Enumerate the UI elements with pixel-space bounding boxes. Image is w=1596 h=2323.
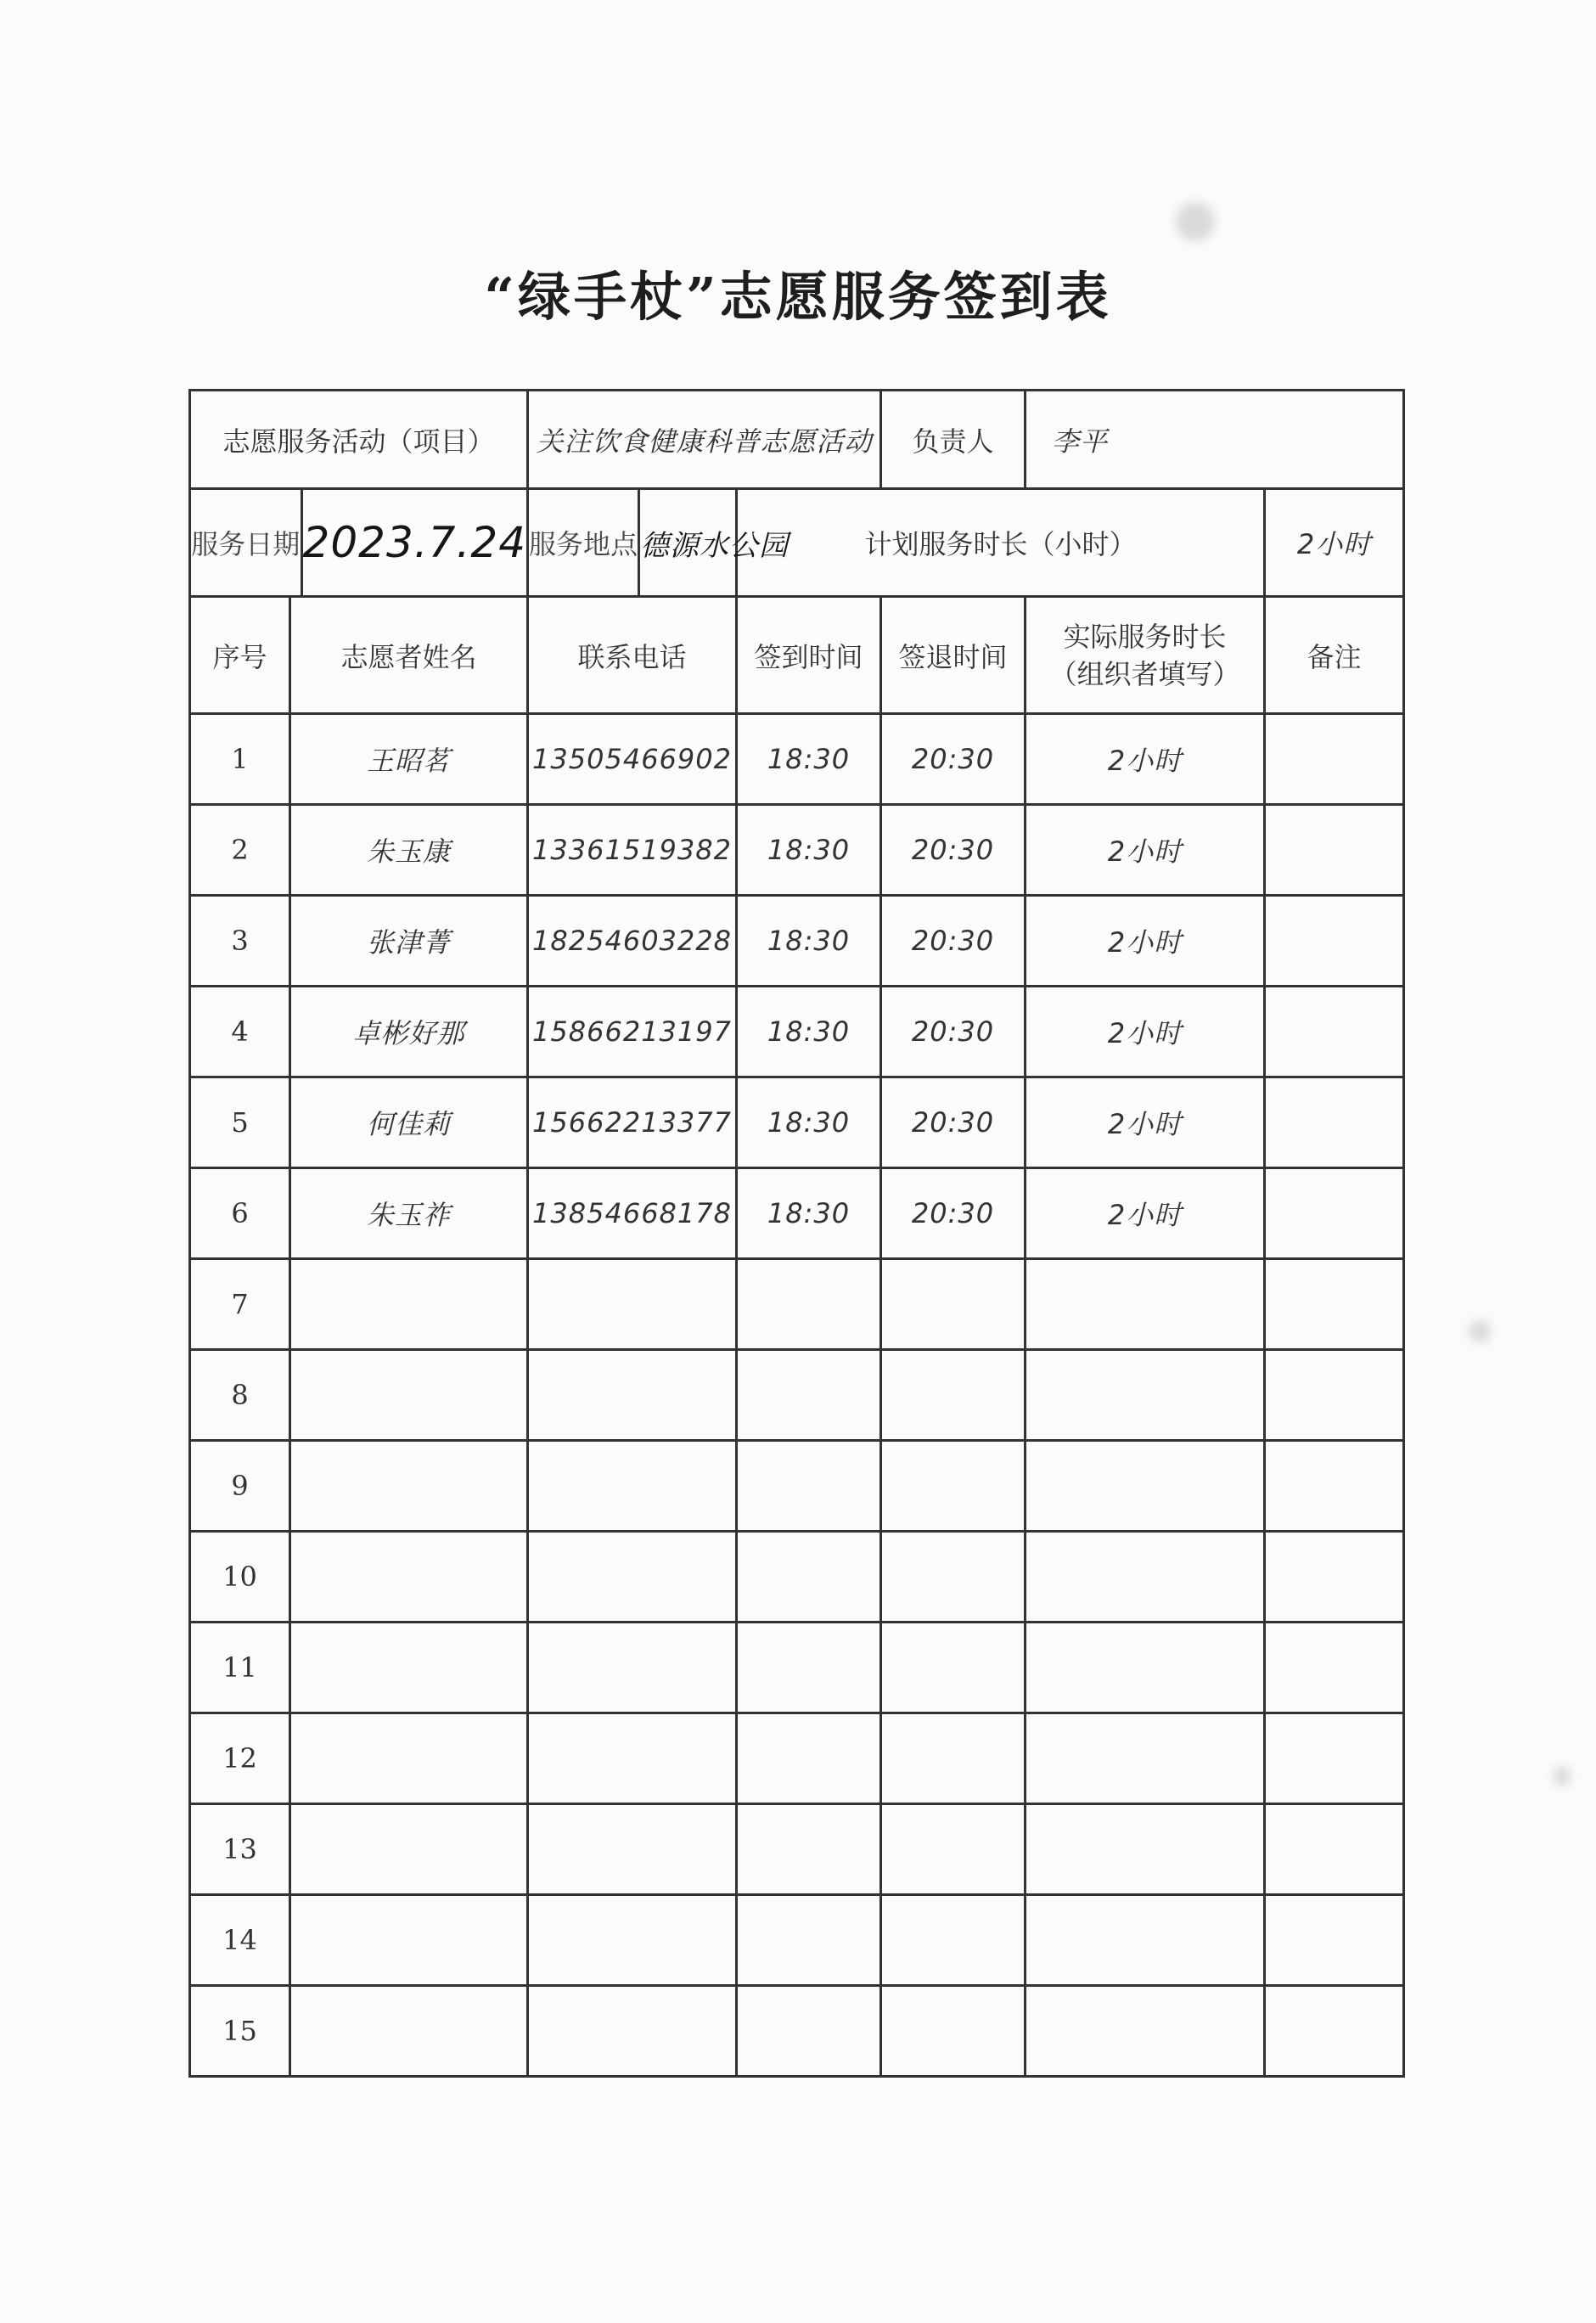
cell-checkin bbox=[737, 1532, 881, 1623]
cell-checkout: 20:30 bbox=[881, 987, 1026, 1077]
cell-name bbox=[290, 1804, 528, 1895]
cell-checkin bbox=[737, 1804, 881, 1895]
cell-actual bbox=[1026, 1259, 1265, 1350]
cell-remark bbox=[1265, 1441, 1404, 1532]
cell-checkin: 18:30 bbox=[737, 987, 881, 1077]
cell-checkin: 18:30 bbox=[737, 1077, 881, 1168]
cell-checkout bbox=[881, 1623, 1026, 1713]
table-row bbox=[190, 714, 1404, 805]
cell-phone bbox=[528, 1441, 737, 1532]
cell-checkout: 20:30 bbox=[881, 896, 1026, 987]
planned-duration-value: 2小时 bbox=[1265, 489, 1404, 597]
cell-no: 2 bbox=[190, 805, 290, 896]
cell-actual bbox=[1026, 1804, 1265, 1895]
cell-phone bbox=[528, 1623, 737, 1713]
cell-checkin: 18:30 bbox=[737, 714, 881, 805]
cell-checkout bbox=[881, 1441, 1026, 1532]
cell-checkout: 20:30 bbox=[881, 1077, 1026, 1168]
cell-actual bbox=[1026, 1350, 1265, 1441]
cell-actual: 2小时 bbox=[1026, 1077, 1265, 1168]
table-row bbox=[190, 1986, 1404, 2077]
cell-no: 13 bbox=[190, 1804, 290, 1895]
cell-checkin: 18:30 bbox=[737, 896, 881, 987]
cell-phone bbox=[528, 1895, 737, 1986]
header-remark: 备注 bbox=[1265, 597, 1404, 714]
cell-name bbox=[290, 1532, 528, 1623]
cell-name bbox=[290, 1623, 528, 1713]
cell-name bbox=[290, 1259, 528, 1350]
cell-checkout: 20:30 bbox=[881, 805, 1026, 896]
cell-checkin bbox=[737, 1895, 881, 1986]
cell-phone bbox=[528, 1713, 737, 1804]
page-title: “绿手杖”志愿服务签到表 bbox=[484, 266, 1112, 328]
header-no: 序号 bbox=[190, 597, 290, 714]
cell-phone bbox=[528, 1259, 737, 1350]
paper-smudge bbox=[1469, 1320, 1491, 1342]
cell-checkin bbox=[737, 1623, 881, 1713]
cell-checkin bbox=[737, 1713, 881, 1804]
cell-actual bbox=[1026, 1532, 1265, 1623]
cell-checkin bbox=[737, 1441, 881, 1532]
header-actual-line1: 实际服务时长 bbox=[1063, 620, 1227, 653]
location-value: 德源水公园 bbox=[640, 528, 790, 563]
header-checkout: 签退时间 bbox=[881, 597, 1026, 714]
location-label: 服务地点 bbox=[529, 490, 640, 595]
sign-in-table bbox=[188, 389, 1405, 2078]
cell-phone: 18254603228 bbox=[528, 896, 737, 987]
header-actual-line2: （组织者填写） bbox=[1049, 657, 1240, 690]
header-checkin: 签到时间 bbox=[737, 597, 881, 714]
cell-name bbox=[290, 1713, 528, 1804]
table-row bbox=[190, 1077, 1404, 1168]
cell-no: 11 bbox=[190, 1623, 290, 1713]
cell-checkout bbox=[881, 1350, 1026, 1441]
cell-phone bbox=[528, 1804, 737, 1895]
cell-checkin bbox=[737, 1350, 881, 1441]
cell-phone: 13505466902 bbox=[528, 714, 737, 805]
cell-checkin bbox=[737, 1986, 881, 2077]
cell-no: 5 bbox=[190, 1077, 290, 1168]
cell-no: 4 bbox=[190, 987, 290, 1077]
cell-remark bbox=[1265, 987, 1404, 1077]
cell-name: 张津菁 bbox=[290, 896, 528, 987]
cell-checkout bbox=[881, 1532, 1026, 1623]
cell-name: 朱玉祚 bbox=[290, 1168, 528, 1259]
cell-actual bbox=[1026, 1986, 1265, 2077]
cell-no: 3 bbox=[190, 896, 290, 987]
table-row bbox=[190, 1713, 1404, 1804]
cell-remark bbox=[1265, 1350, 1404, 1441]
cell-remark bbox=[1265, 1713, 1404, 1804]
cell-checkout: 20:30 bbox=[881, 1168, 1026, 1259]
activity-row bbox=[190, 391, 1404, 489]
cell-checkin: 18:30 bbox=[737, 1168, 881, 1259]
table-row bbox=[190, 1532, 1404, 1623]
cell-actual: 2小时 bbox=[1026, 1168, 1265, 1259]
header-phone: 联系电话 bbox=[528, 597, 737, 714]
cell-phone: 13361519382 bbox=[528, 805, 737, 896]
date-cell bbox=[190, 489, 528, 597]
table-body bbox=[190, 714, 1404, 2077]
cell-actual: 2小时 bbox=[1026, 987, 1265, 1077]
cell-remark bbox=[1265, 1168, 1404, 1259]
date-location-row bbox=[190, 489, 1404, 597]
cell-remark bbox=[1265, 1532, 1404, 1623]
cell-remark bbox=[1265, 896, 1404, 987]
column-header-row bbox=[190, 597, 1404, 714]
table-row bbox=[190, 1623, 1404, 1713]
cell-phone: 15662213377 bbox=[528, 1077, 737, 1168]
cell-actual bbox=[1026, 1895, 1265, 1986]
cell-actual bbox=[1026, 1441, 1265, 1532]
header-actual-duration bbox=[1026, 597, 1265, 714]
cell-phone bbox=[528, 1350, 737, 1441]
cell-remark bbox=[1265, 805, 1404, 896]
cell-actual: 2小时 bbox=[1026, 714, 1265, 805]
table-row bbox=[190, 1895, 1404, 1986]
cell-checkout bbox=[881, 1804, 1026, 1895]
cell-no: 14 bbox=[190, 1895, 290, 1986]
cell-phone: 13854668178 bbox=[528, 1168, 737, 1259]
cell-no: 9 bbox=[190, 1441, 290, 1532]
leader-label: 负责人 bbox=[881, 391, 1026, 489]
cell-phone: 15866213197 bbox=[528, 987, 737, 1077]
cell-remark bbox=[1265, 1804, 1404, 1895]
table-row bbox=[190, 1350, 1404, 1441]
table-row bbox=[190, 987, 1404, 1077]
cell-remark bbox=[1265, 714, 1404, 805]
cell-no: 15 bbox=[190, 1986, 290, 2077]
cell-no: 12 bbox=[190, 1713, 290, 1804]
cell-no: 7 bbox=[190, 1259, 290, 1350]
header-name: 志愿者姓名 bbox=[290, 597, 528, 714]
cell-name: 何佳莉 bbox=[290, 1077, 528, 1168]
table-row bbox=[190, 1259, 1404, 1350]
date-value: 2023.7.24 bbox=[302, 518, 527, 567]
cell-checkout bbox=[881, 1895, 1026, 1986]
cell-remark bbox=[1265, 1895, 1404, 1986]
location-cell bbox=[528, 489, 790, 597]
cell-checkout bbox=[881, 1713, 1026, 1804]
table-row bbox=[190, 1441, 1404, 1532]
table-row bbox=[190, 805, 1404, 896]
planned-duration-label: 计划服务时长（小时） bbox=[737, 489, 1265, 597]
cell-name: 朱玉康 bbox=[290, 805, 528, 896]
cell-no: 10 bbox=[190, 1532, 290, 1623]
cell-checkin bbox=[737, 1259, 881, 1350]
table-row bbox=[190, 1168, 1404, 1259]
cell-actual: 2小时 bbox=[1026, 805, 1265, 896]
cell-remark bbox=[1265, 1623, 1404, 1713]
cell-no: 8 bbox=[190, 1350, 290, 1441]
cell-name bbox=[290, 1986, 528, 2077]
cell-name bbox=[290, 1350, 528, 1441]
leader-value: 李平 bbox=[1026, 391, 1404, 489]
cell-checkout bbox=[881, 1259, 1026, 1350]
paper-smudge bbox=[1176, 202, 1215, 241]
activity-label: 志愿服务活动（项目） bbox=[190, 391, 528, 489]
cell-no: 1 bbox=[190, 714, 290, 805]
cell-name: 卓彬好那 bbox=[290, 987, 528, 1077]
paper-smudge bbox=[1554, 1766, 1571, 1786]
cell-phone bbox=[528, 1986, 737, 2077]
cell-checkout bbox=[881, 1986, 1026, 2077]
cell-no: 6 bbox=[190, 1168, 290, 1259]
cell-actual bbox=[1026, 1623, 1265, 1713]
cell-remark bbox=[1265, 1259, 1404, 1350]
cell-name bbox=[290, 1895, 528, 1986]
cell-checkin: 18:30 bbox=[737, 805, 881, 896]
cell-actual bbox=[1026, 1713, 1265, 1804]
activity-value: 关注饮食健康科普志愿活动 bbox=[528, 391, 881, 489]
cell-remark bbox=[1265, 1986, 1404, 2077]
cell-name bbox=[290, 1441, 528, 1532]
cell-remark bbox=[1265, 1077, 1404, 1168]
cell-name: 王昭茗 bbox=[290, 714, 528, 805]
cell-phone bbox=[528, 1532, 737, 1623]
cell-actual: 2小时 bbox=[1026, 896, 1265, 987]
table-row bbox=[190, 1804, 1404, 1895]
table-row bbox=[190, 896, 1404, 987]
date-label: 服务日期 bbox=[191, 490, 303, 595]
cell-checkout: 20:30 bbox=[881, 714, 1026, 805]
